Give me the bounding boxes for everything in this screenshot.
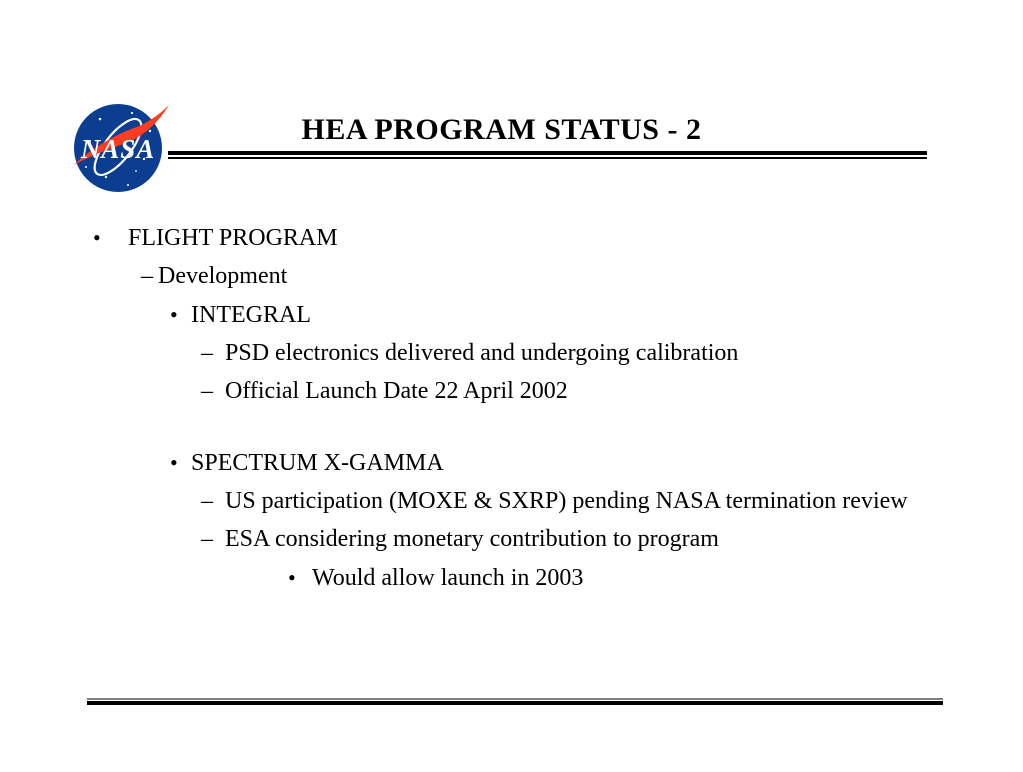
bullet-text: Development xyxy=(158,263,288,289)
bullet-item xyxy=(0,561,1023,595)
bullet-marker: – xyxy=(201,378,213,404)
bullet-item xyxy=(0,221,1023,255)
nasa-logo xyxy=(70,97,170,197)
title-underline xyxy=(168,151,927,159)
bullet-item xyxy=(0,298,1023,332)
bullet-text: SPECTRUM X-GAMMA xyxy=(191,450,444,476)
bullet-text: PSD electronics delivered and undergoing calibration xyxy=(225,340,739,366)
nasa-meatball-icon xyxy=(70,97,170,197)
bullet-text: ESA considering monetary contribution to program xyxy=(225,526,719,552)
bullet-marker: – xyxy=(201,526,213,552)
bullet-text: INTEGRAL xyxy=(191,302,311,328)
bullet-item xyxy=(0,260,1023,293)
bullet-text: US participation (MOXE & SXRP) pending NASA termination review xyxy=(225,488,908,514)
bullet-marker: – xyxy=(201,488,213,514)
bullet-item xyxy=(0,485,1023,518)
bullet-item xyxy=(0,375,1023,408)
bullet-marker: • xyxy=(93,225,101,250)
bullet-item xyxy=(0,523,1023,556)
bullet-marker: • xyxy=(170,302,178,327)
bullet-item xyxy=(0,446,1023,480)
bullet-list xyxy=(0,221,1023,600)
bullet-text: Would allow launch in 2003 xyxy=(312,565,584,591)
slide-title: HEA PROGRAM STATUS - 2 xyxy=(301,113,702,146)
bullet-text: FLIGHT PROGRAM xyxy=(128,225,338,251)
bullet-marker: – xyxy=(201,340,213,366)
nasa-wordmark: NASA xyxy=(80,134,156,164)
bullet-text: Official Launch Date 22 April 2002 xyxy=(225,378,568,404)
footer-rule xyxy=(87,698,943,705)
footer-rule-thick xyxy=(87,701,943,705)
bullet-item xyxy=(0,337,1023,370)
bullet-marker: • xyxy=(288,565,296,590)
bullet-marker: – xyxy=(141,263,153,289)
bullet-marker: • xyxy=(170,450,178,475)
